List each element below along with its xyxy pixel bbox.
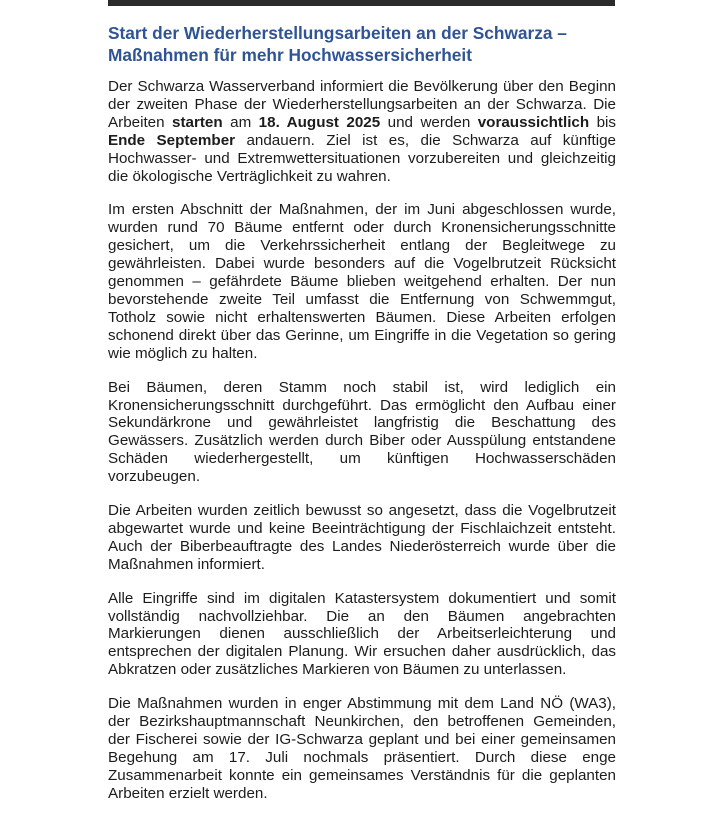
paragraph-timing: Die Arbeiten wurden zeitlich bewusst so angesetzt, dass die Vogelbrutzeit abgewartet wurde und keine Beeinträchtigung der Fischlaichzeit entsteht. Auch der Biberbeauftragte des Landes Niederösterreich wurde über die Maßnahmen informiert. (108, 502, 616, 573)
page-title: Start der Wiederherstellungsarbeiten an der Schwarza – Maßnahmen für mehr Hochwassersicherheit (108, 23, 567, 65)
bold-start: starten (172, 113, 223, 131)
paragraph-crown-cut: Bei Bäumen, deren Stamm noch stabil ist, wird lediglich ein Kronensicherungsschnitt durchgeführt. Das ermöglicht den Aufbau einer Sekundärkrone und gewährleistet langfristig die Beschattung des Gewässers. Zusätzlich werden durch Biber oder Ausspülung entstandene Schäden wiederhergestellt, um künftigen Hochwasserschäden vorzubeugen. (108, 378, 616, 486)
text-span: am (222, 113, 259, 131)
bold-voraussichtlich: voraussichtlich (477, 113, 590, 131)
text-span: bis (589, 113, 617, 131)
bold-end-date: Ende September (108, 131, 236, 149)
paragraph-documentation: Alle Eingriffe sind im digitalen Katastersystem dokumentiert und somit vollständig nachvollziehbar. Die an den Bäumen angebrachten Markierungen dienen ausschließlich der Arbeitserleichterung und entsprechen der digitalen Planung. Wir ersuchen daher ausdrücklich, das Abkratzen oder zusätzliches Markieren von Bäumen zu unterlassen. (108, 589, 616, 679)
text-span: andauern. Ziel ist es, die Schwarza auf künftige Hochwasser- und Extremwettersituationen vorzubereiten und gleichzeitig die ökologische Verträglichkeit zu wahren. (108, 131, 616, 185)
text-span: und werden (380, 113, 478, 131)
paragraph-first-phase: Im ersten Abschnitt der Maßnahmen, der im Juni abgeschlossen wurde, wurden rund 70 Bäume entfernt oder durch Kronensicherungsschnitte gesichert, um die Verkehrssicherheit entlang der Begleitwege zu gewährleisten. Dabei wurde besonders auf die Vogelbrutzeit Rücksicht genommen – gefährdete Bäume blieben weitgehend erhalten. Der nun bevorstehende zweite Teil umfasst die Entfernung von Schwemmgut, Totholz sowie nicht erhaltenswerten Bäumen. Diese Arbeiten erfolgen schonend direkt über das Gerinne, um Eingriffe in die Vegetation so gering wie möglich zu halten. (108, 201, 616, 362)
bold-start-date: 18. August 2025 (258, 113, 381, 131)
paragraph-coordination: Die Maßnahmen wurden in enger Abstimmung mit dem Land NÖ (WA3), der Bezirkshauptmannschaft Neunkirchen, den betroffenen Gemeinden, der Fischerei sowie der IG-Schwarza geplant und bei einer gemeinsamen Begehung am 17. Juli nochmals präsentiert. Durch diese enge Zusammenarbeit konnte ein gemeinsames Verständnis für die geplanten Arbeiten erzielt werden. (108, 695, 616, 802)
text-span: Der Schwarza Wasserverband informiert die Bevölkerung über den Beginn der zweiten Phase der Wiederherstellungsarbeiten an der Schwarza. Die Arbeiten (108, 78, 616, 131)
header-bar (108, 0, 615, 6)
paragraph-intro (108, 78, 616, 185)
document (108, 22, 616, 819)
